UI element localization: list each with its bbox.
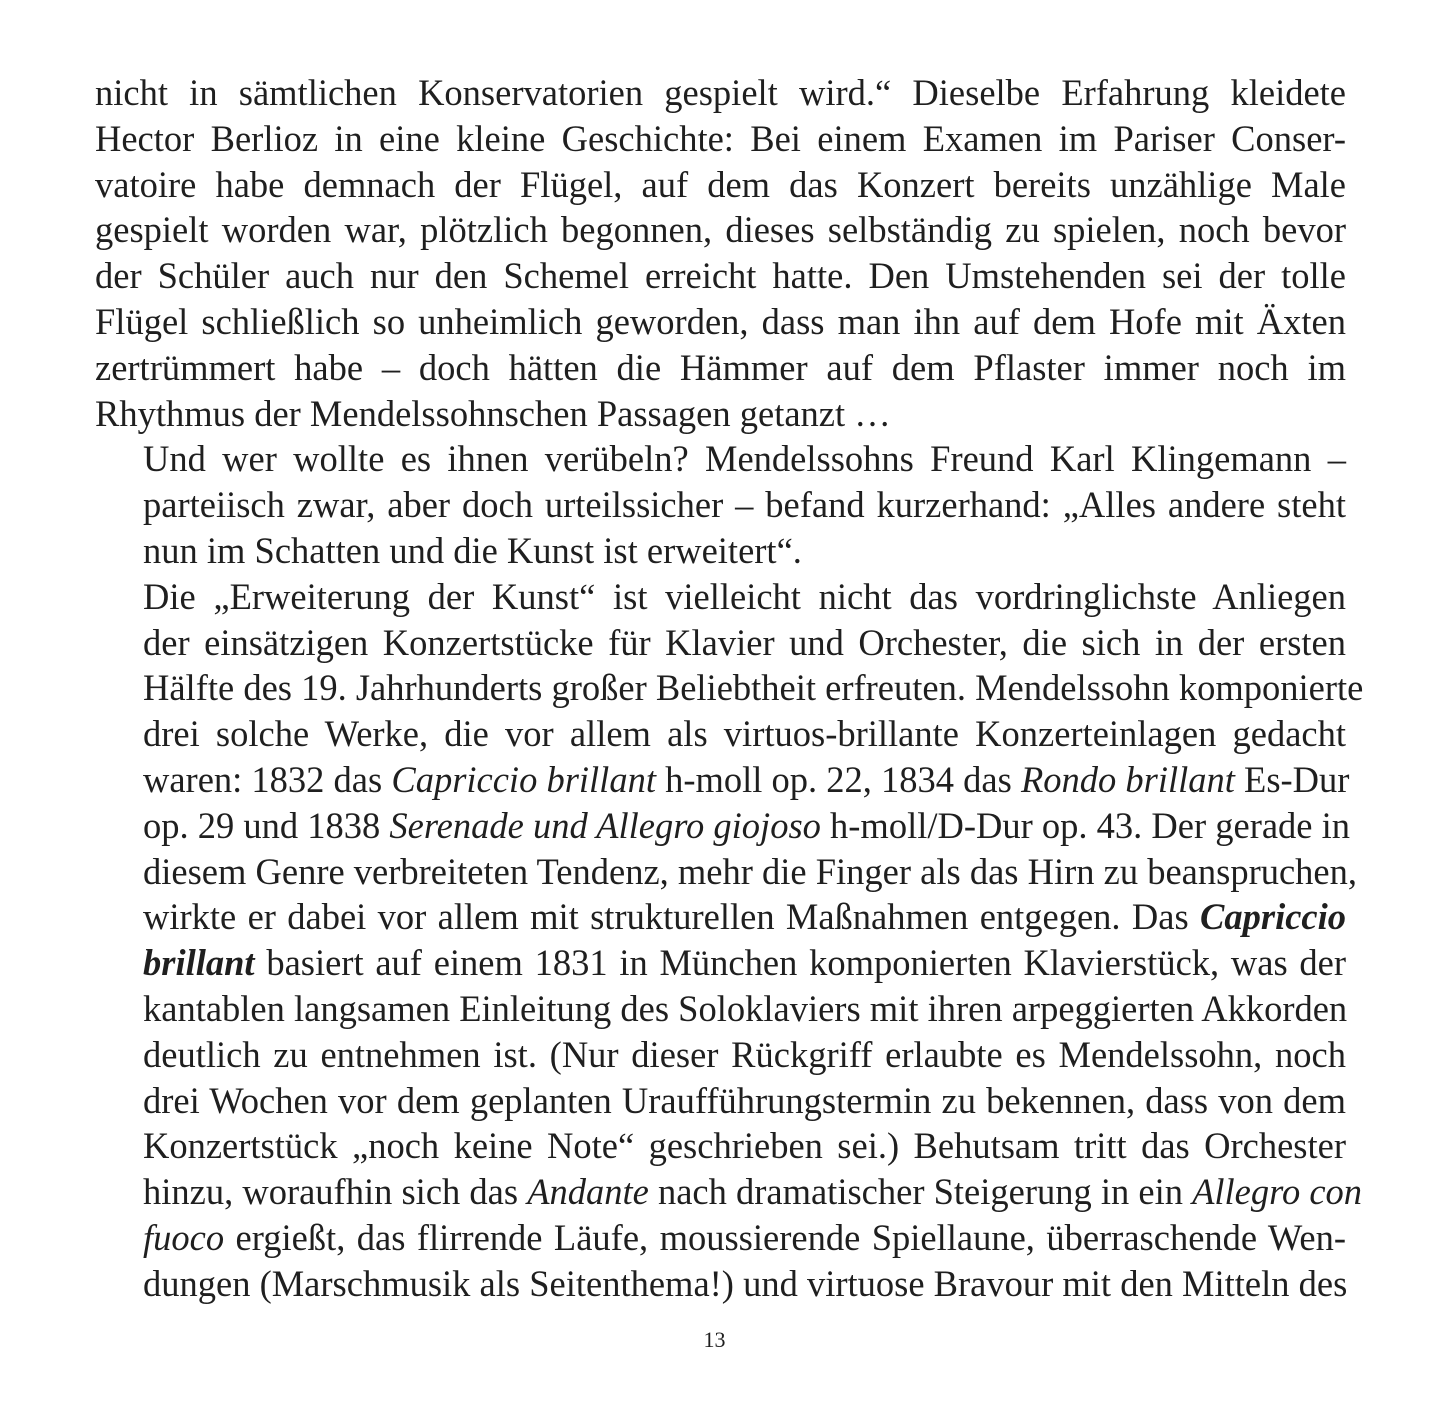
text-line xyxy=(95,70,1346,116)
text-line xyxy=(95,162,1346,208)
text-run: der einsätzigen Konzertstücke für Klavier und Orchester, die sich in der ersten xyxy=(143,621,1346,663)
text-line xyxy=(95,574,1346,620)
text-run: Rhythmus der Mendelssohnschen Passagen getanzt … xyxy=(95,392,891,434)
text-line xyxy=(95,940,1346,986)
text-line xyxy=(95,345,1346,391)
emphasized-text: brillant xyxy=(143,942,255,984)
text-run: gespielt worden war, plötzlich begonnen, dieses selbständig zu spielen, noch bevor xyxy=(95,209,1346,251)
paragraph xyxy=(95,574,1364,1307)
text-line xyxy=(95,849,1357,895)
text-run: basiert auf einem 1831 in München komponierten Klavierstück, was der xyxy=(254,942,1346,984)
emphasized-text: Serenade und Allegro giojoso xyxy=(389,804,821,846)
text-run: zertrümmert habe – doch hätten die Hämmer auf dem Pflaster immer noch im xyxy=(95,346,1346,388)
text-line xyxy=(95,1215,1346,1261)
text-line xyxy=(95,436,1346,482)
emphasized-text: Andante xyxy=(527,1171,649,1213)
emphasized-text: fuoco xyxy=(143,1216,225,1258)
emphasized-text: Capriccio brillant xyxy=(391,758,656,800)
body-text xyxy=(95,70,1364,1307)
text-line xyxy=(95,299,1346,345)
paragraph xyxy=(95,436,1346,573)
emphasized-text: Rondo brillant xyxy=(1020,758,1235,800)
text-run: deutlich zu entnehmen ist. (Nur dieser Rückgriff erlaubte es Mendelssohn, noch xyxy=(143,1033,1346,1075)
text-run: vatoire habe demnach der Flügel, auf dem das Konzert bereits unzählige Male xyxy=(95,163,1346,205)
text-run: Die „Erweiterung der Kunst“ ist vielleicht nicht das vordringlichste Anliegen xyxy=(143,575,1346,617)
text-line xyxy=(95,116,1346,162)
text-run: nicht in sämtlichen Konservatorien gespielt wird.“ Dieselbe Erfahrung kleidete xyxy=(95,72,1346,113)
text-run: drei solche Werke, die vor allem als virtuos-brillante Konzerteinlagen gedacht xyxy=(143,713,1346,755)
text-line xyxy=(95,1261,1346,1307)
text-line xyxy=(95,803,1351,849)
emphasized-text: Capriccio xyxy=(1200,896,1346,938)
text-line xyxy=(95,482,1346,528)
text-line xyxy=(95,894,1346,940)
text-line xyxy=(95,528,1346,574)
page-number: 13 xyxy=(703,1327,726,1352)
text-line xyxy=(95,986,1346,1032)
text-run: dungen (Marschmusik als Seitenthema!) und virtuose Bravour mit den Mitteln des xyxy=(143,1262,1348,1304)
text-run: Hector Berlioz in eine kleine Geschichte: Bei einem Examen im Pariser Conser- xyxy=(95,117,1346,159)
text-run: kantablen langsamen Einleitung des Soloklaviers mit ihren arpeggierten Akkorden xyxy=(143,987,1348,1029)
text-run: h-moll/D-Dur op. 43. Der gerade in xyxy=(820,804,1351,846)
emphasized-text: Allegro con xyxy=(1192,1171,1363,1213)
text-run: hinzu, woraufhin sich das xyxy=(143,1171,528,1213)
text-run: waren: 1832 das xyxy=(143,758,392,800)
text-run: ergießt, das flirrende Läufe, moussierende Spiellaune, überraschende Wen- xyxy=(224,1216,1346,1258)
text-line xyxy=(95,665,1364,711)
text-run: Es-Dur xyxy=(1234,758,1350,800)
text-run: parteiisch zwar, aber doch urteilssicher – befand kurzerhand: „Alles andere steht xyxy=(143,484,1346,526)
text-line xyxy=(95,391,1346,437)
text-line xyxy=(95,757,1350,803)
text-run: drei Wochen vor dem geplanten Uraufführungstermin zu bekennen, dass von dem xyxy=(143,1079,1346,1121)
text-run: der Schüler auch nur den Schemel erreicht hatte. Den Umstehenden sei der tolle xyxy=(95,255,1346,297)
text-line xyxy=(95,253,1346,299)
text-run: nach dramatischer Steigerung in ein xyxy=(648,1171,1193,1213)
text-line xyxy=(95,1123,1346,1169)
text-run: Und wer wollte es ihnen verübeln? Mendelssohns Freund Karl Klingemann – xyxy=(143,438,1346,480)
text-run: Hälfte des 19. Jahrhunderts großer Beliebtheit erfreuten. Mendelssohn komponierte xyxy=(143,667,1364,709)
paragraph xyxy=(95,70,1346,436)
text-run: wirkte er dabei vor allem mit strukturellen Maßnahmen entgegen. Das xyxy=(143,896,1201,938)
text-line xyxy=(95,207,1346,253)
text-run: diesem Genre verbreiteten Tendenz, mehr die Finger als das Hirn zu beanspruchen, xyxy=(143,850,1357,892)
text-line xyxy=(95,1078,1346,1124)
text-line xyxy=(95,1032,1346,1078)
text-run: Konzertstück „noch keine Note“ geschrieben sei.) Behutsam tritt das Orchester xyxy=(143,1125,1346,1167)
text-run: h-moll op. 22, 1834 das xyxy=(655,758,1021,800)
text-run: Flügel schließlich so unheimlich geworden, dass man ihn auf dem Hofe mit Äxten xyxy=(95,300,1346,342)
text-line xyxy=(95,711,1346,757)
text-line xyxy=(95,1169,1363,1215)
text-run: op. 29 und 1838 xyxy=(143,804,390,846)
text-line xyxy=(95,620,1346,666)
text-run: nun im Schatten und die Kunst ist erweitert“. xyxy=(143,529,802,571)
